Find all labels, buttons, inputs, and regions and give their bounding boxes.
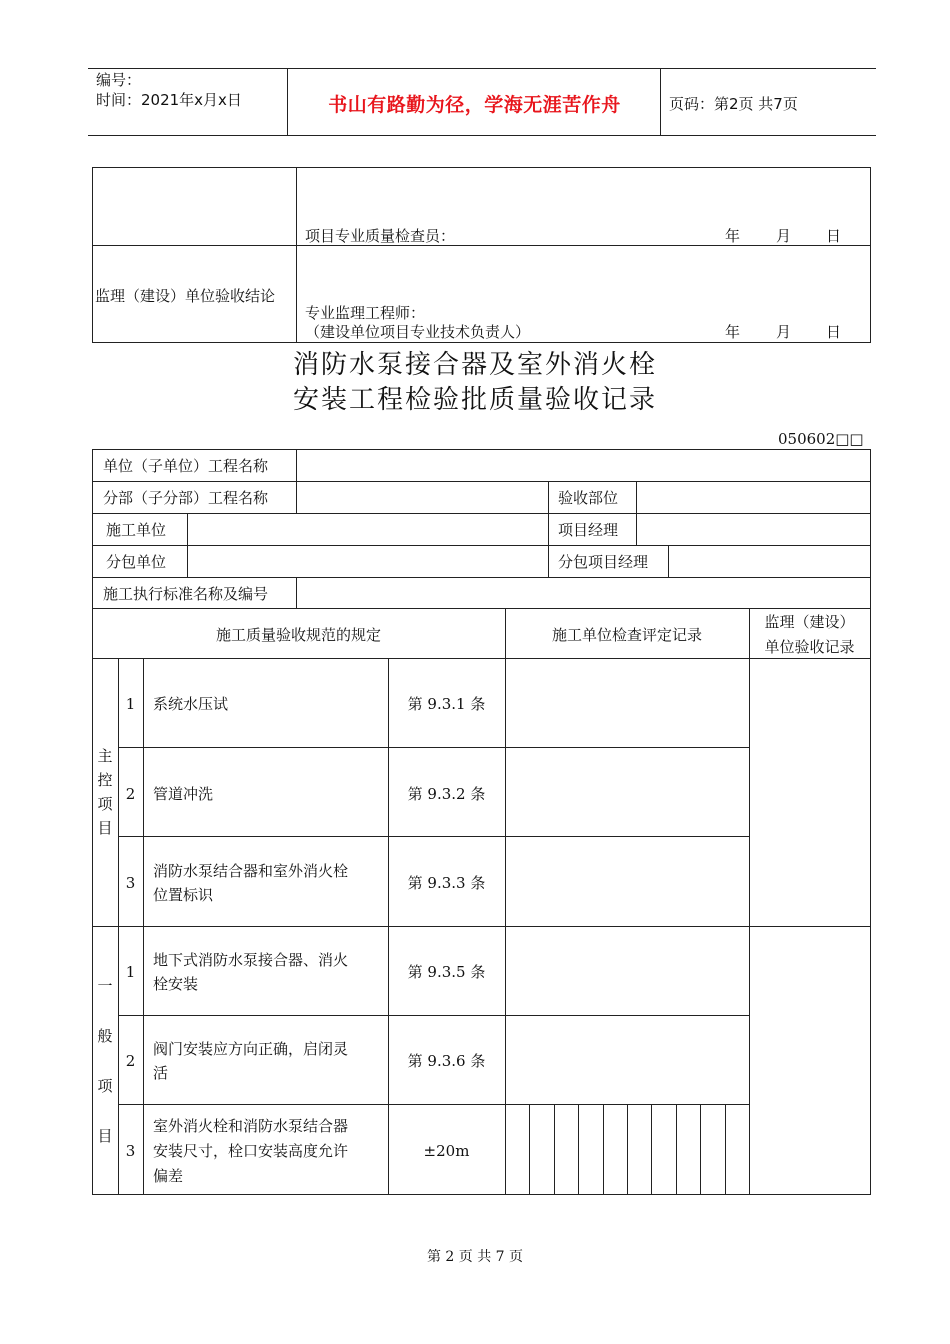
date-month: 月 bbox=[776, 323, 792, 341]
page-footer: 第 2 页 共 7 页 bbox=[426, 1249, 524, 1265]
item-description: 位置标识 bbox=[153, 886, 214, 904]
project-manager-label: 项目经理 bbox=[558, 521, 619, 539]
sub-project-name-label: 分部（子分部）工程名称 bbox=[103, 489, 269, 507]
header-slogan: 书山有路勤为径，学海无涯苦作舟 bbox=[328, 94, 621, 116]
header-page-number: 页码：第2页 共7页 bbox=[669, 95, 798, 113]
date-day: 日 bbox=[826, 227, 842, 245]
item-clause: 第 9.3.1 条 bbox=[407, 695, 486, 713]
item-description: 阀门安装应方向正确，启闭灵 bbox=[153, 1040, 349, 1058]
document-title-line1: 消防水泵接合器及室外消火栓 bbox=[292, 350, 657, 380]
item-number: 3 bbox=[125, 1142, 136, 1160]
owner-technical-lead-label: （建设单位项目专业技术负责人） bbox=[305, 323, 531, 341]
date-year: 年 bbox=[725, 227, 741, 245]
document-code: 050602□□ bbox=[778, 430, 864, 448]
item-description: 消防水泵结合器和室外消火栓 bbox=[153, 862, 349, 880]
unit-project-name-label: 单位（子单位）工程名称 bbox=[103, 457, 269, 475]
construction-unit-label: 施工单位 bbox=[106, 521, 167, 539]
item-description: 地下式消防水泵接合器、消火 bbox=[153, 951, 349, 969]
item-clause: 第 9.3.2 条 bbox=[407, 785, 486, 803]
acceptance-part-label: 验收部位 bbox=[558, 489, 619, 507]
item-number: 1 bbox=[125, 695, 136, 713]
supervision-record-header-line2: 单位验收记录 bbox=[764, 638, 855, 656]
document-title-line2: 安装工程检验批质量验收记录 bbox=[292, 385, 657, 415]
subcontract-unit-label: 分包单位 bbox=[106, 553, 167, 571]
standard-name-label: 施工执行标准名称及编号 bbox=[103, 585, 269, 603]
item-description: 偏差 bbox=[153, 1167, 184, 1185]
item-number: 3 bbox=[125, 874, 136, 892]
quality-inspector-label: 项目专业质量检查员： bbox=[305, 227, 456, 245]
doc-number-label: 编号： bbox=[96, 71, 142, 89]
item-clause: 第 9.3.6 条 bbox=[407, 1052, 486, 1070]
supervision-conclusion-label: 监理（建设）单位验收结论 bbox=[95, 287, 276, 305]
item-number: 2 bbox=[125, 1052, 136, 1070]
date-day: 日 bbox=[826, 323, 842, 341]
check-record-header: 施工单位检查评定记录 bbox=[551, 626, 702, 644]
doc-time-label: 时间：2021年x月x日 bbox=[96, 91, 242, 109]
item-description: 系统水压试 bbox=[153, 695, 229, 713]
item-description: 室外消火栓和消防水泵结合器 bbox=[153, 1117, 349, 1135]
item-description: 活 bbox=[153, 1064, 169, 1082]
item-description: 管道冲洗 bbox=[153, 785, 214, 803]
item-tolerance: ±20m bbox=[423, 1142, 470, 1160]
item-clause: 第 9.3.5 条 bbox=[407, 963, 486, 981]
item-description: 栓安装 bbox=[153, 975, 199, 993]
item-clause: 第 9.3.3 条 bbox=[407, 874, 486, 892]
supervision-engineer-label: 专业监理工程师： bbox=[305, 304, 426, 322]
date-month: 月 bbox=[776, 227, 792, 245]
item-number: 2 bbox=[125, 785, 136, 803]
spec-header: 施工质量验收规范的规定 bbox=[215, 626, 381, 644]
date-year: 年 bbox=[725, 323, 741, 341]
item-description: 安装尺寸，栓口安装高度允许 bbox=[153, 1142, 349, 1160]
supervision-record-header-line1: 监理（建设） bbox=[764, 613, 855, 631]
item-number: 1 bbox=[125, 963, 136, 981]
subcontract-manager-label: 分包项目经理 bbox=[558, 553, 649, 571]
